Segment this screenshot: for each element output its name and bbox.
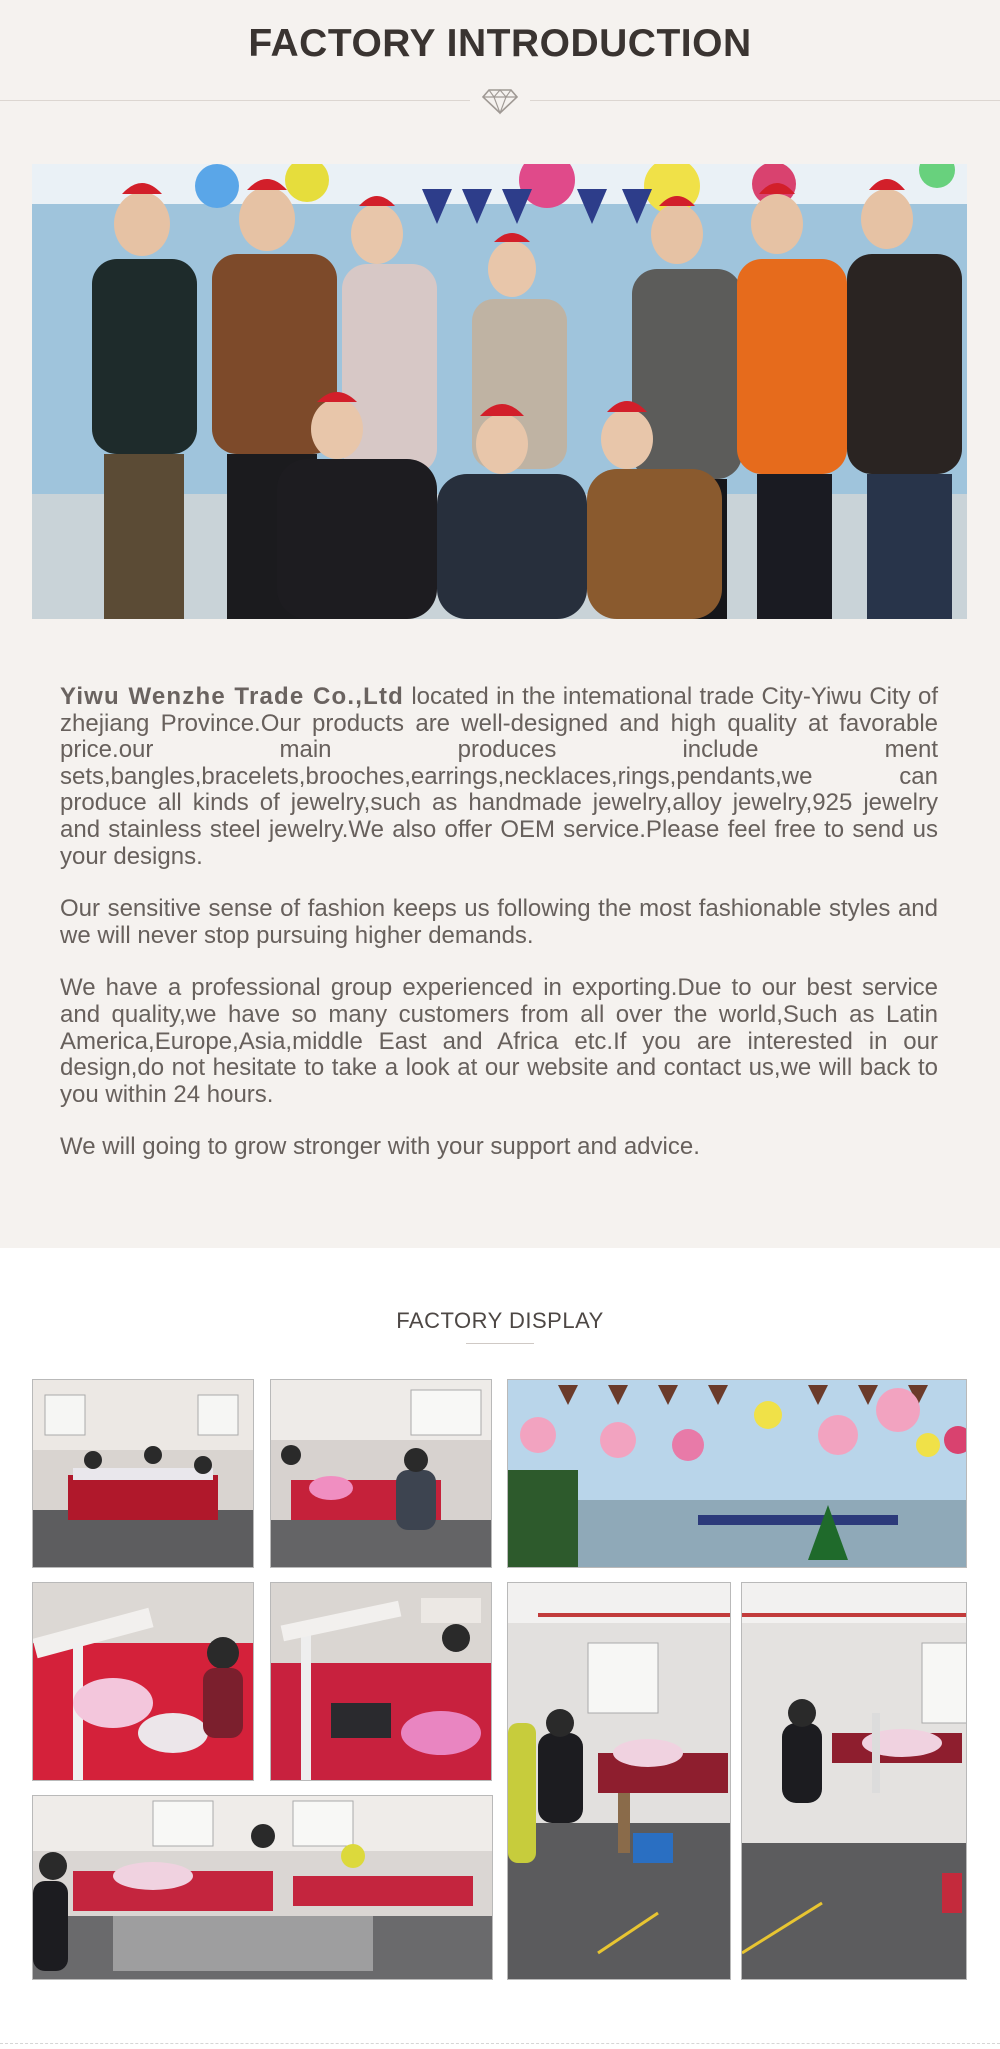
factory-display-underline [466,1343,534,1344]
paragraph-fashion: Our sensitive sense of fashion keeps us following the most fashionable styles and we will never stop pursuing higher demands. [60,895,938,949]
team-photo [32,164,967,619]
company-name: Yiwu Wenzhe Trade Co.,Ltd [60,683,405,710]
gallery-photo-workshop-wide-1 [507,1582,731,1980]
diamond-icon [481,86,519,116]
introduction-text [60,684,938,1187]
gallery-photo-workshop-1 [32,1379,254,1568]
paragraph-closing: We will going to grow stronger with your support and advice. [60,1133,700,1161]
gallery-photo-workbench-1 [32,1582,254,1781]
divider-line-right [530,100,1000,101]
paragraph-export: We have a professional group experienced in exporting.Due to our best service and quality,we have so many customers from all over the world,Such as Latin America,Europe,Asia,middle East and Africa etc.If you are interested in our design,do not hesitate to take a look at our website and contact us,we will back to you within 24 hours. [60,974,938,1108]
gallery-photo-workshop-2 [270,1379,492,1568]
section-title: FACTORY INTRODUCTION [248,22,752,65]
bottom-dashed-divider [0,2043,1000,2044]
gallery-photo-workbench-2 [270,1582,492,1781]
gallery-photo-workshop-wide-2 [741,1582,967,1980]
gallery-photo-workshop-3 [32,1795,493,1980]
paragraph-company [60,684,938,870]
divider-line-left [0,100,470,101]
gallery-photo-office-decorations [507,1379,967,1568]
factory-display-title: FACTORY DISPLAY [396,1308,604,1333]
paragraph-1-text: located in the intemational trade City-Yiwu City of zhejiang Province.Our products are well-designed and high quality at favorable price.our main produces include ment sets,bangles,bracelets,brooches,earrings,necklaces,rings,pendants,we can produce all kinds of jewelry,such as handmade jewelry,alloy jewelry,925 jewelry and stainless steel jewelry.We also offer OEM service.Please feel free to send us your designs. [60,683,938,870]
